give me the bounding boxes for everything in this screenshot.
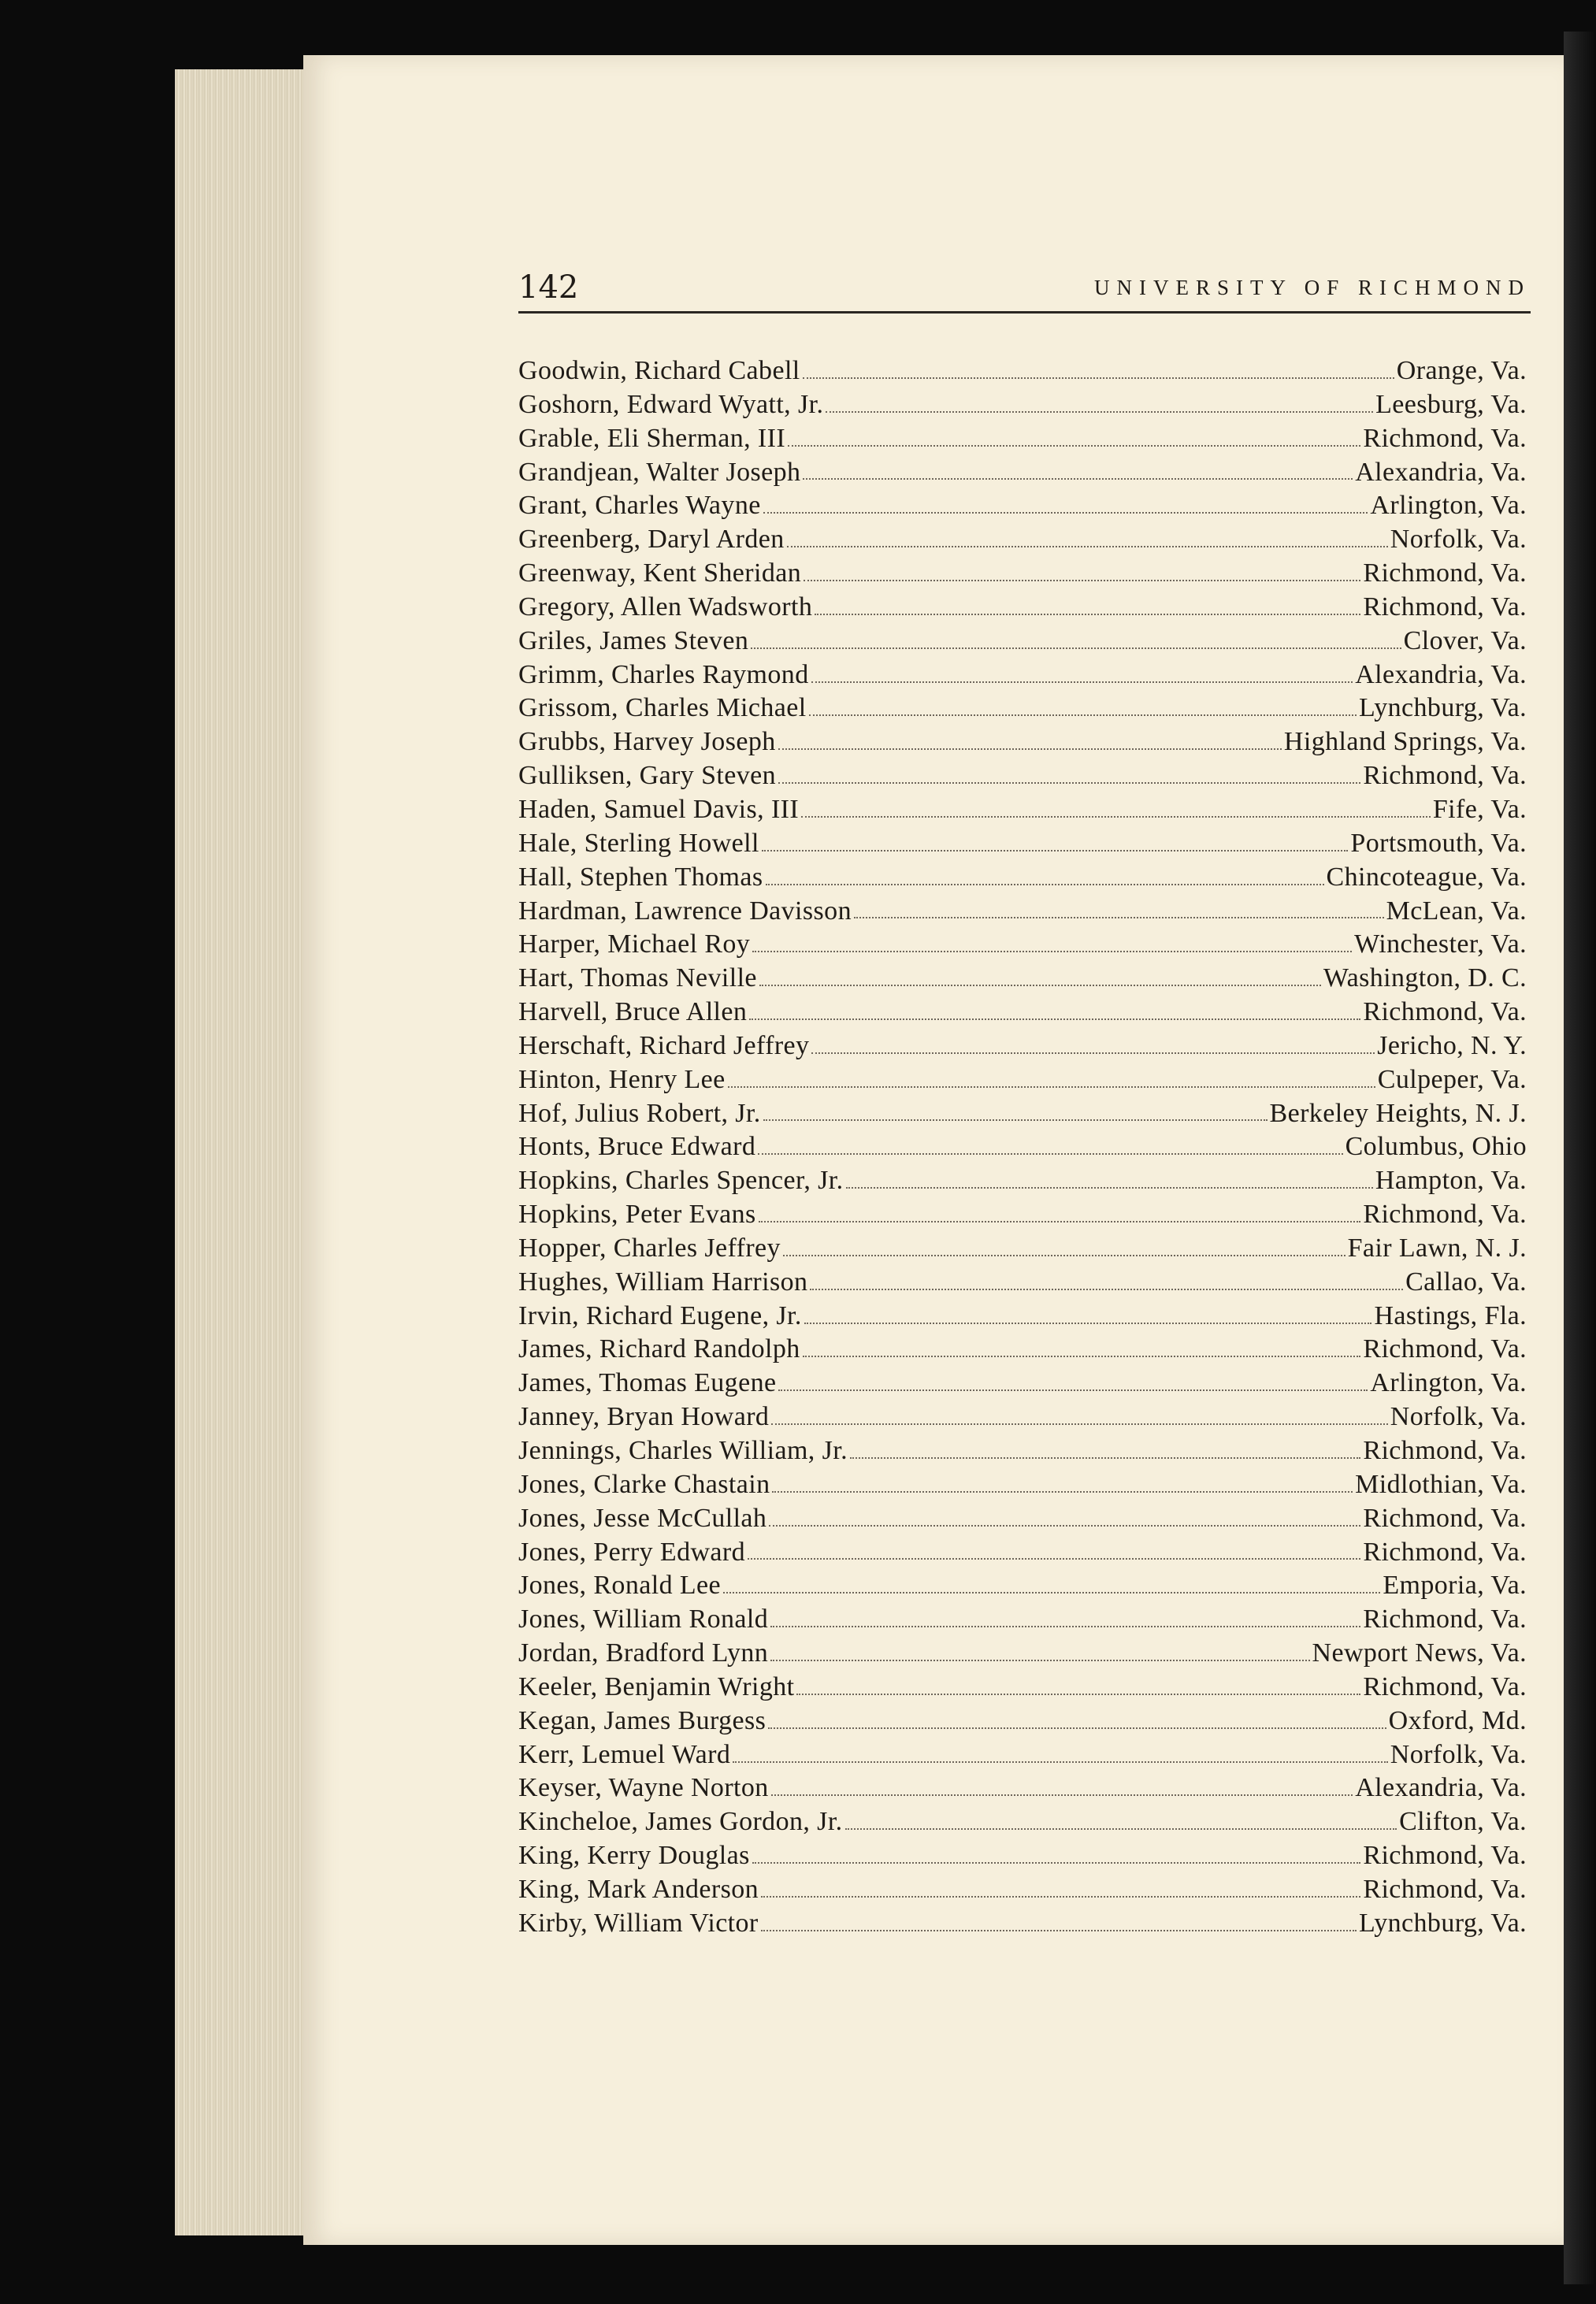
hometown: Callao, Va. xyxy=(1405,1267,1527,1297)
list-item xyxy=(518,1637,1527,1671)
list-item xyxy=(518,1468,1527,1502)
student-name: Haden, Samuel Davis, III xyxy=(518,794,800,824)
hometown: Jericho, N. Y. xyxy=(1377,1030,1527,1060)
scan-border xyxy=(1564,32,1596,2284)
hometown: McLean, Va. xyxy=(1386,896,1527,926)
dot-leader xyxy=(801,815,1431,818)
list-item xyxy=(518,962,1527,996)
student-name: Hale, Sterling Howell xyxy=(518,828,759,858)
list-item xyxy=(518,996,1527,1030)
dot-leader xyxy=(815,613,1360,615)
hometown: Oxford, Md. xyxy=(1388,1705,1527,1735)
dot-leader xyxy=(761,1929,1357,1931)
student-name: Kerr, Lemuel Ward xyxy=(518,1739,731,1769)
student-name: Grandjean, Walter Joseph xyxy=(518,457,801,487)
student-name: Grable, Eli Sherman, III xyxy=(518,423,786,453)
hometown: Chincoteague, Va. xyxy=(1326,862,1527,892)
dot-leader xyxy=(778,748,1282,750)
student-name: Herschaft, Richard Jeffrey xyxy=(518,1030,810,1060)
student-name: Jones, Ronald Lee xyxy=(518,1571,722,1601)
student-name: King, Kerry Douglas xyxy=(518,1841,750,1871)
dot-leader xyxy=(759,1220,1361,1222)
dot-leader xyxy=(733,1760,1388,1763)
dot-leader xyxy=(758,1152,1342,1155)
student-name: Greenberg, Daryl Arden xyxy=(518,525,785,555)
list-item xyxy=(518,692,1527,725)
list-item xyxy=(518,557,1527,591)
list-item xyxy=(518,1705,1527,1738)
hometown: Richmond, Va. xyxy=(1363,997,1527,1027)
list-item xyxy=(518,1030,1527,1063)
student-name: Keeler, Benjamin Wright xyxy=(518,1671,795,1701)
student-name: Honts, Bruce Edward xyxy=(518,1132,756,1162)
dot-leader xyxy=(803,1355,1361,1357)
dot-leader xyxy=(804,579,1360,581)
list-item xyxy=(518,1805,1527,1839)
hometown: Clifton, Va. xyxy=(1399,1807,1527,1837)
list-item xyxy=(518,1536,1527,1570)
dot-leader xyxy=(810,1288,1403,1290)
hometown: Arlington, Va. xyxy=(1370,1368,1527,1398)
dot-leader xyxy=(811,1052,1375,1054)
dot-leader xyxy=(768,1727,1386,1729)
list-item xyxy=(518,1839,1527,1873)
student-name: Harvell, Bruce Allen xyxy=(518,997,748,1027)
list-item xyxy=(518,354,1527,388)
student-name: Hopkins, Charles Spencer, Jr. xyxy=(518,1166,844,1196)
hometown: Richmond, Va. xyxy=(1363,1671,1527,1701)
student-name: Jones, Perry Edward xyxy=(518,1537,746,1567)
hometown: Orange, Va. xyxy=(1396,356,1527,385)
student-name: Gulliksen, Gary Steven xyxy=(518,761,777,791)
student-name: Jones, William Ronald xyxy=(518,1605,769,1634)
hometown: Richmond, Va. xyxy=(1363,592,1527,621)
list-item xyxy=(518,1434,1527,1468)
dot-leader xyxy=(761,1895,1360,1898)
list-item xyxy=(518,422,1527,456)
dot-leader xyxy=(811,681,1353,683)
dot-leader xyxy=(770,1625,1360,1627)
list-item xyxy=(518,1401,1527,1434)
dot-leader xyxy=(854,916,1384,918)
dot-leader xyxy=(748,1557,1360,1560)
dot-leader xyxy=(778,1389,1368,1391)
student-name: King, Mark Anderson xyxy=(518,1874,759,1904)
dot-leader xyxy=(723,1591,1380,1594)
list-item xyxy=(518,928,1527,962)
hometown: Richmond, Va. xyxy=(1363,1841,1527,1871)
hometown: Richmond, Va. xyxy=(1363,1436,1527,1465)
student-name: Greenway, Kent Sheridan xyxy=(518,558,802,588)
hometown: Norfolk, Va. xyxy=(1390,1739,1527,1769)
hometown: Columbus, Ohio xyxy=(1345,1132,1527,1162)
list-item xyxy=(518,659,1527,692)
list-item xyxy=(518,1569,1527,1603)
list-item xyxy=(518,1367,1527,1401)
hometown: Richmond, Va. xyxy=(1363,1334,1527,1364)
hometown: Emporia, Va. xyxy=(1383,1571,1527,1601)
student-name: Irvin, Richard Eugene, Jr. xyxy=(518,1300,802,1330)
student-name: Jennings, Charles William, Jr. xyxy=(518,1436,848,1465)
student-name: Jones, Clarke Chastain xyxy=(518,1469,770,1499)
student-name: Hughes, William Harrison xyxy=(518,1267,808,1297)
student-name: Grimm, Charles Raymond xyxy=(518,659,809,689)
hometown: Richmond, Va. xyxy=(1363,1605,1527,1634)
student-name: Hopper, Charles Jeffrey xyxy=(518,1233,781,1263)
dot-leader xyxy=(752,950,1352,952)
dot-leader xyxy=(769,1524,1360,1527)
student-name: Jordan, Bradford Lynn xyxy=(518,1638,769,1668)
student-name: Hopkins, Peter Evans xyxy=(518,1200,756,1230)
hometown: Lynchburg, Va. xyxy=(1358,1908,1527,1938)
hometown: Culpeper, Va. xyxy=(1377,1064,1527,1094)
hometown: Hampton, Va. xyxy=(1375,1166,1527,1196)
dot-leader xyxy=(772,1490,1353,1493)
dot-leader xyxy=(763,1119,1268,1121)
dot-leader xyxy=(783,1254,1345,1256)
dot-leader xyxy=(770,1659,1309,1661)
student-name: Griles, James Steven xyxy=(518,625,749,655)
list-item xyxy=(518,625,1527,659)
student-name: Harper, Michael Roy xyxy=(518,929,751,959)
list-item xyxy=(518,1164,1527,1198)
hometown: Fife, Va. xyxy=(1432,794,1527,824)
student-name: Keyser, Wayne Norton xyxy=(518,1773,769,1803)
dot-leader xyxy=(752,1861,1361,1864)
page-header xyxy=(518,264,1531,314)
student-name: Grissom, Charles Michael xyxy=(518,693,807,723)
dot-leader xyxy=(809,714,1357,716)
list-item xyxy=(518,1300,1527,1334)
dot-leader xyxy=(778,781,1360,784)
dot-leader xyxy=(759,984,1321,986)
dot-leader xyxy=(804,1322,1372,1324)
dot-leader xyxy=(803,477,1353,480)
hometown: Richmond, Va. xyxy=(1363,1200,1527,1230)
dot-leader xyxy=(846,1186,1373,1189)
list-item xyxy=(518,1333,1527,1367)
hometown: Berkeley Heights, N. J. xyxy=(1269,1098,1527,1128)
student-name: Kegan, James Burgess xyxy=(518,1705,766,1735)
list-item xyxy=(518,1772,1527,1805)
list-item xyxy=(518,1266,1527,1300)
dot-leader xyxy=(762,849,1349,851)
list-item xyxy=(518,1130,1527,1164)
dot-leader xyxy=(826,410,1373,413)
student-name: Hof, Julius Robert, Jr. xyxy=(518,1098,761,1128)
dot-leader xyxy=(766,883,1324,885)
list-item xyxy=(518,725,1527,759)
hometown: Lynchburg, Va. xyxy=(1358,693,1527,723)
list-item xyxy=(518,489,1527,523)
hometown: Arlington, Va. xyxy=(1370,491,1527,521)
page-number: 142 xyxy=(518,269,579,306)
dot-leader xyxy=(788,444,1360,447)
hometown: Portsmouth, Va. xyxy=(1350,828,1527,858)
list-item xyxy=(518,388,1527,422)
list-item xyxy=(518,456,1527,490)
dot-leader xyxy=(751,647,1401,649)
dot-leader xyxy=(749,1018,1360,1020)
student-name: James, Richard Randolph xyxy=(518,1334,800,1364)
hometown: Highland Springs, Va. xyxy=(1283,727,1527,757)
list-item xyxy=(518,1502,1527,1536)
hometown: Richmond, Va. xyxy=(1363,1874,1527,1904)
hometown: Alexandria, Va. xyxy=(1355,1773,1527,1803)
hometown: Fair Lawn, N. J. xyxy=(1347,1233,1527,1263)
student-name: Hinton, Henry Lee xyxy=(518,1064,726,1094)
student-name: Jones, Jesse McCullah xyxy=(518,1503,767,1533)
student-name: Goshorn, Edward Wyatt, Jr. xyxy=(518,389,824,419)
hometown: Richmond, Va. xyxy=(1363,558,1527,588)
hometown: Richmond, Va. xyxy=(1363,423,1527,453)
hometown: Norfolk, Va. xyxy=(1390,525,1527,555)
student-name: James, Thomas Eugene xyxy=(518,1368,777,1398)
book-page-edges xyxy=(175,69,309,2235)
hometown: Washington, D. C. xyxy=(1323,963,1527,993)
dot-leader xyxy=(796,1693,1360,1695)
student-directory-list xyxy=(518,354,1527,1941)
hometown: Hastings, Fla. xyxy=(1374,1300,1527,1330)
hometown: Alexandria, Va. xyxy=(1355,659,1527,689)
student-name: Grant, Charles Wayne xyxy=(518,491,761,521)
list-item xyxy=(518,793,1527,827)
list-item xyxy=(518,861,1527,895)
list-item xyxy=(518,591,1527,625)
hometown: Newport News, Va. xyxy=(1312,1638,1527,1668)
dot-leader xyxy=(728,1085,1375,1088)
student-name: Grubbs, Harvey Joseph xyxy=(518,727,776,757)
hometown: Richmond, Va. xyxy=(1363,761,1527,791)
hometown: Leesburg, Va. xyxy=(1375,389,1527,419)
student-name: Hall, Stephen Thomas xyxy=(518,862,763,892)
hometown: Clover, Va. xyxy=(1403,625,1527,655)
student-name: Kincheloe, James Gordon, Jr. xyxy=(518,1807,843,1837)
list-item xyxy=(518,1198,1527,1232)
dot-leader xyxy=(771,1794,1353,1796)
list-item xyxy=(518,895,1527,929)
hometown: Norfolk, Va. xyxy=(1390,1402,1527,1432)
student-name: Hardman, Lawrence Davisson xyxy=(518,896,852,926)
student-name: Janney, Bryan Howard xyxy=(518,1402,770,1432)
list-item xyxy=(518,523,1527,557)
list-item xyxy=(518,1873,1527,1907)
list-item xyxy=(518,1907,1527,1941)
list-item xyxy=(518,1603,1527,1637)
dot-leader xyxy=(787,545,1388,547)
list-item xyxy=(518,759,1527,793)
list-item xyxy=(518,1063,1527,1097)
dot-leader xyxy=(771,1423,1387,1425)
student-name: Goodwin, Richard Cabell xyxy=(518,356,800,385)
list-item xyxy=(518,1738,1527,1772)
hometown: Richmond, Va. xyxy=(1363,1537,1527,1567)
student-name: Gregory, Allen Wadsworth xyxy=(518,592,813,621)
list-item xyxy=(518,1097,1527,1131)
dot-leader xyxy=(803,377,1394,379)
student-name: Kirby, William Victor xyxy=(518,1908,759,1938)
hometown: Alexandria, Va. xyxy=(1355,457,1527,487)
list-item xyxy=(518,1671,1527,1705)
running-head: UNIVERSITY OF RICHMOND xyxy=(1093,276,1531,299)
dot-leader xyxy=(845,1827,1397,1830)
list-item xyxy=(518,827,1527,861)
dot-leader xyxy=(763,511,1368,514)
list-item xyxy=(518,1232,1527,1266)
dot-leader xyxy=(850,1456,1360,1459)
hometown: Midlothian, Va. xyxy=(1355,1469,1527,1499)
student-name: Hart, Thomas Neville xyxy=(518,963,757,993)
hometown: Winchester, Va. xyxy=(1354,929,1527,959)
hometown: Richmond, Va. xyxy=(1363,1503,1527,1533)
